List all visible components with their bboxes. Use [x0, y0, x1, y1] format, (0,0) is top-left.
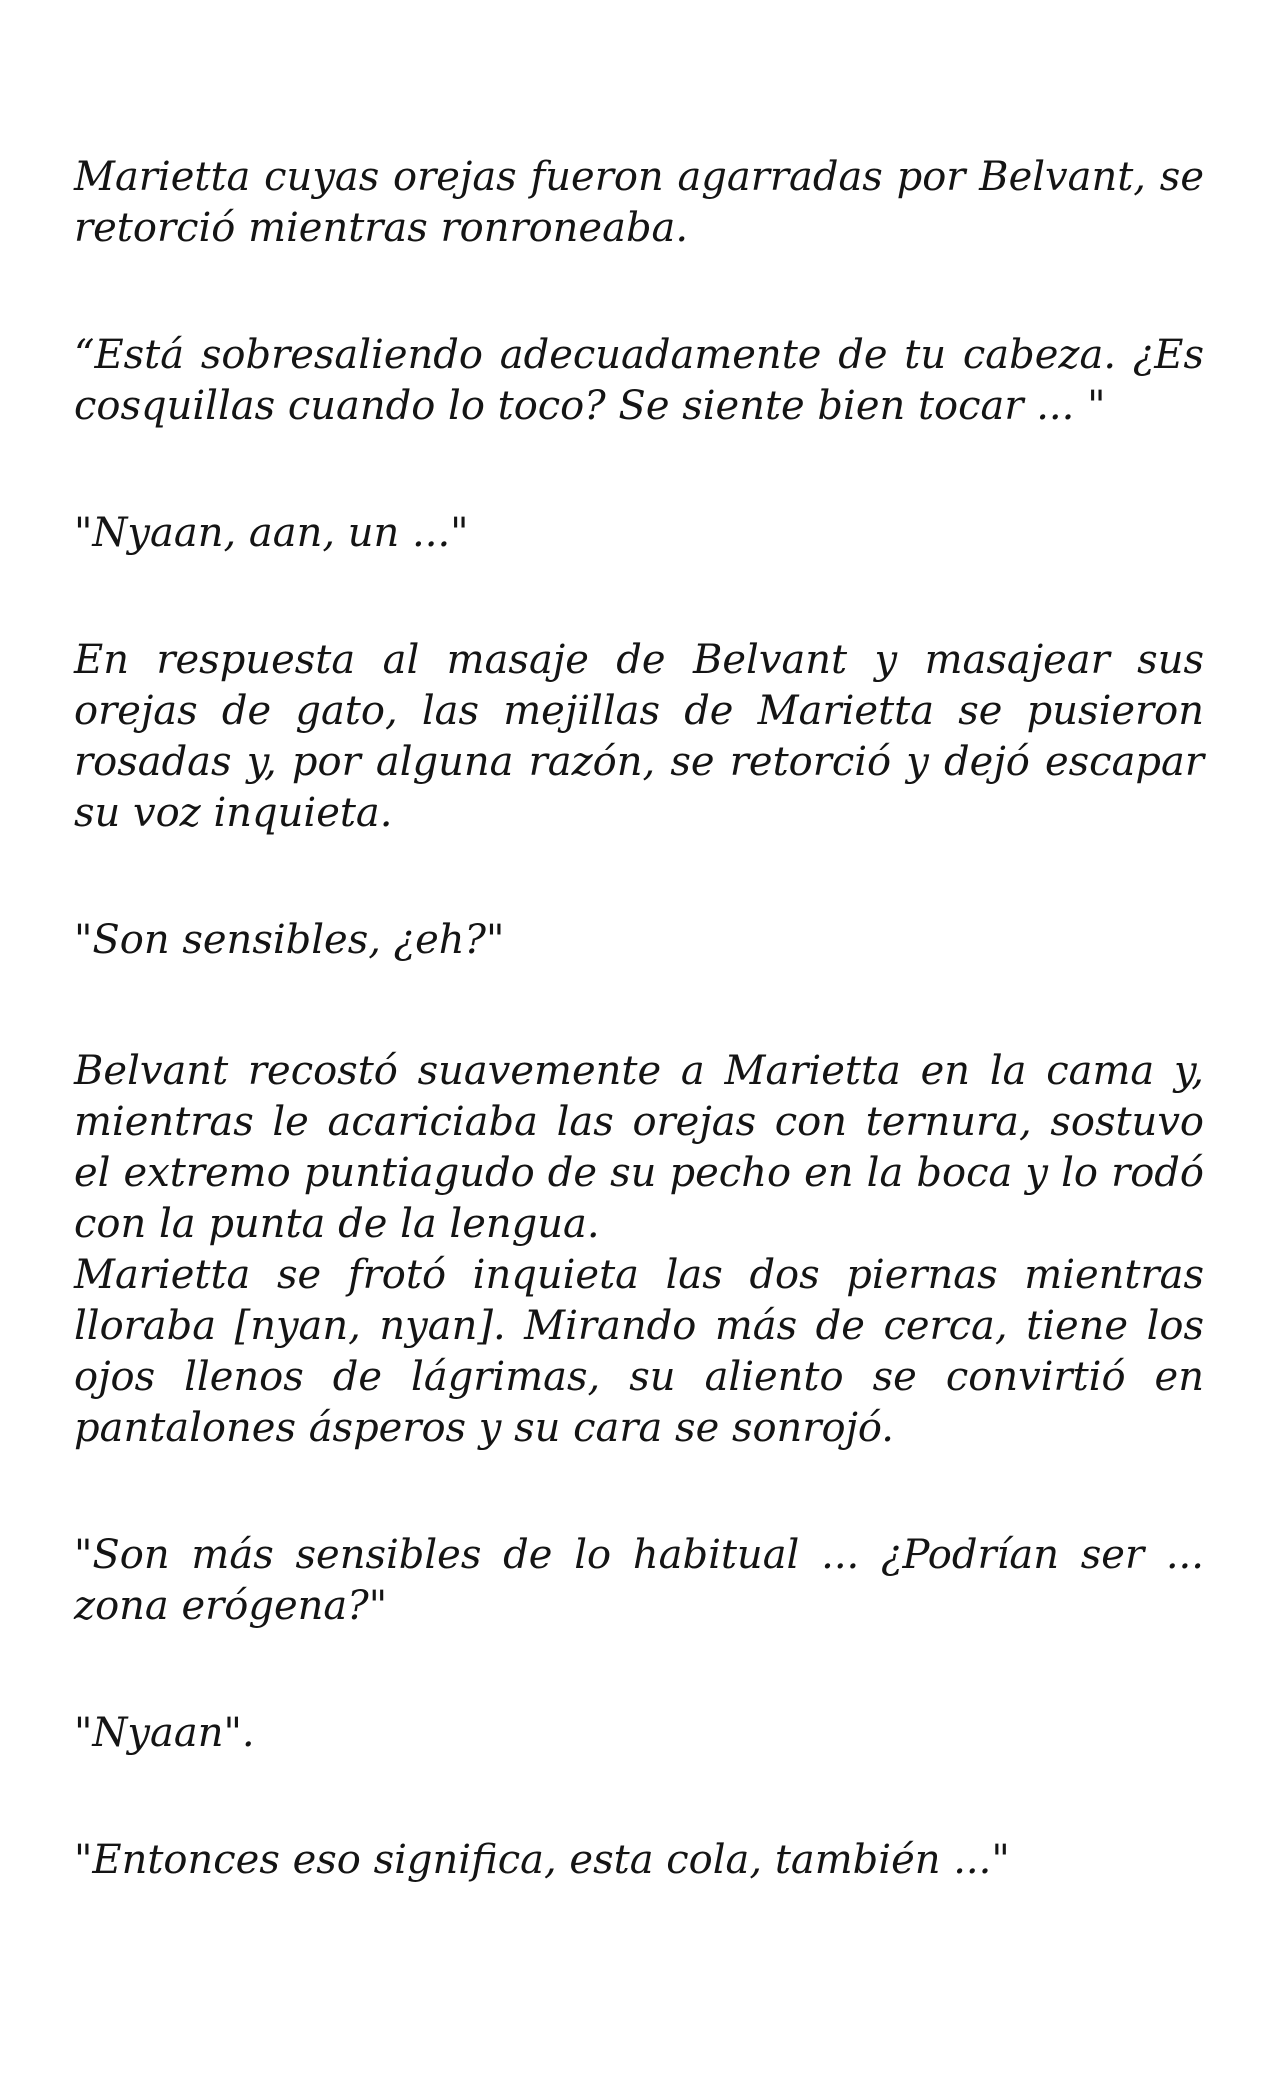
paragraph-6: Belvant recostó suavemente a Marietta en la cama y, mientras le acariciaba las orejas con ternura, sostuvo el extremo puntiagudo de su pecho en la boca y lo rodó con la punta de la lengua.	[74, 1048, 1204, 1247]
paragraph-5: "Son sensibles, ¿eh?"	[74, 917, 505, 963]
paragraph-1: Marietta cuyas orejas fueron agarradas por Belvant, se retorció mientras ronroneaba.	[74, 154, 1204, 251]
document-page	[74, 152, 1204, 1886]
paragraph-8: "Son más sensibles de lo habitual ... ¿Podrían ser ... zona erógena?"	[74, 1532, 1204, 1629]
paragraph-7: Marietta se frotó inquieta las dos piernas mientras lloraba [nyan, nyan]. Mirando más de cerca, tiene los ojos llenos de lágrimas, su aliento se convirtió en pantalones ásperos y su cara se sonrojó.	[74, 1252, 1204, 1451]
paragraph-2: “Está sobresaliendo adecuadamente de tu cabeza. ¿Es cosquillas cuando lo toco? Se siente bien tocar ... "	[74, 332, 1204, 429]
paragraph-10: "Entonces eso significa, esta cola, también ..."	[74, 1837, 1010, 1883]
paragraph-9: "Nyaan".	[74, 1710, 255, 1756]
paragraph-3: "Nyaan, aan, un ..."	[74, 510, 469, 556]
paragraph-4: En respuesta al masaje de Belvant y masajear sus orejas de gato, las mejillas de Marietta se pusieron rosadas y, por alguna razón, se retorció y dejó escapar su voz inquieta.	[74, 637, 1204, 836]
